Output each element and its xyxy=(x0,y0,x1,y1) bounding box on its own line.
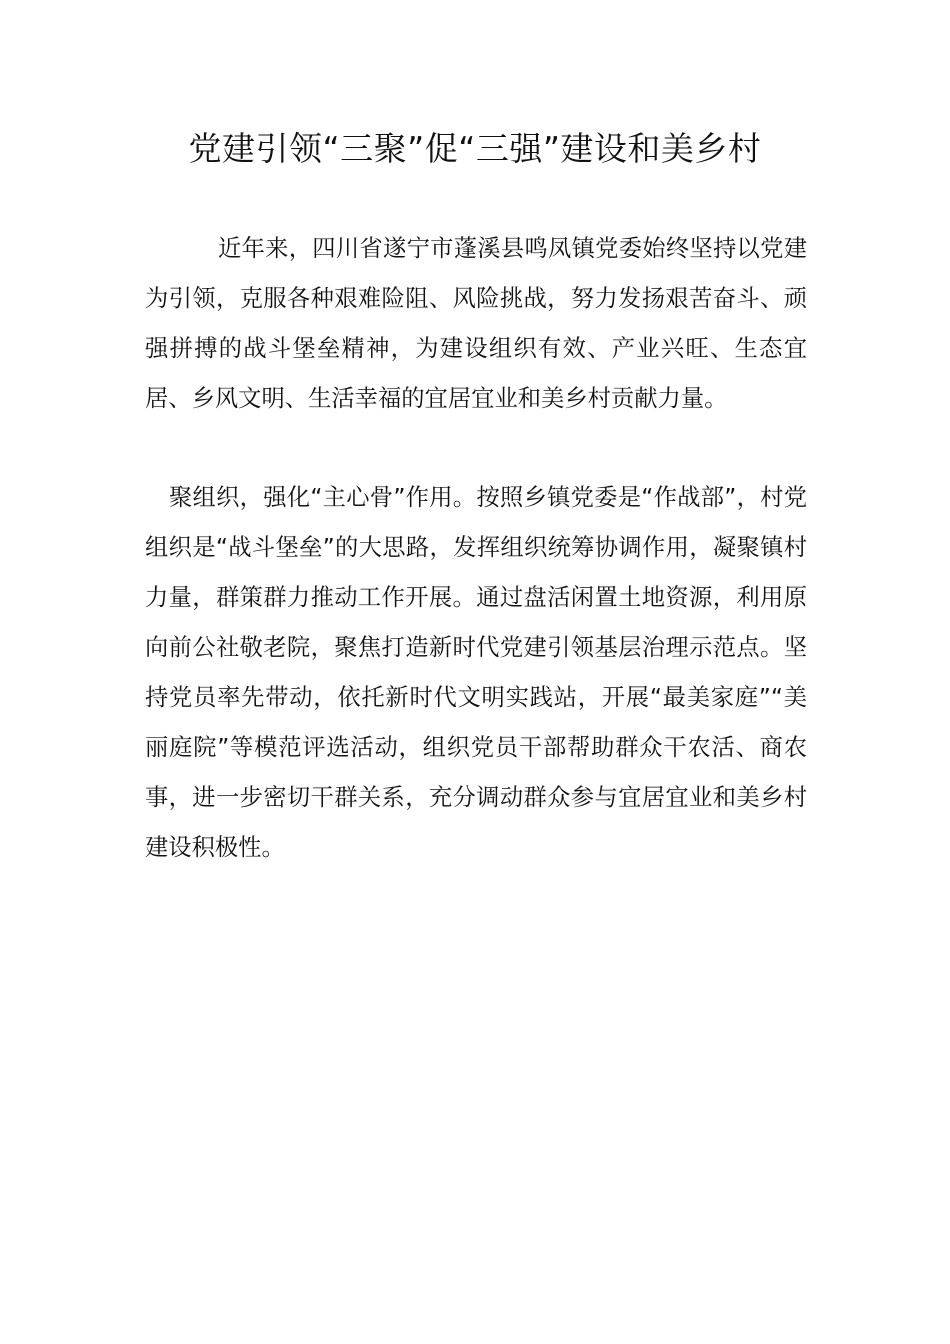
paragraph-intro: 近年来，四川省遂宁市蓬溪县鸣凤镇党委始终坚持以党建为引领，克服各种艰难险阻、风险挑战，努力发扬艰苦奋斗、顽强拼搏的战斗堡垒精神，为建设组织有效、产业兴旺、生态宜居、乡风文明、生活幸福的宜居宜业和美乡村贡献力量。 xyxy=(145,235,807,412)
paragraph-organization: 聚组织，强化“主心骨”作用。按照乡镇党委是“作战部”，村党组织是“战斗堡垒”的大思路，发挥组织统筹协调作用，凝聚镇村力量，群策群力推动工作开展。通过盘活闲置土地资源，利用原向前公社敬老院，聚焦打造新时代党建引领基层治理示范点。坚持党员率先带动，依托新时代文明实践站，开展“最美家庭”“美丽庭院”等模范评选活动，组织党员干部帮助群众干农活、商农事，进一步密切干群关系，充分调动群众参与宜居宜业和美乡村建设积极性。 xyxy=(145,484,807,861)
document-title: 党建引领“三聚”促“三强”建设和美乡村 xyxy=(188,129,762,168)
